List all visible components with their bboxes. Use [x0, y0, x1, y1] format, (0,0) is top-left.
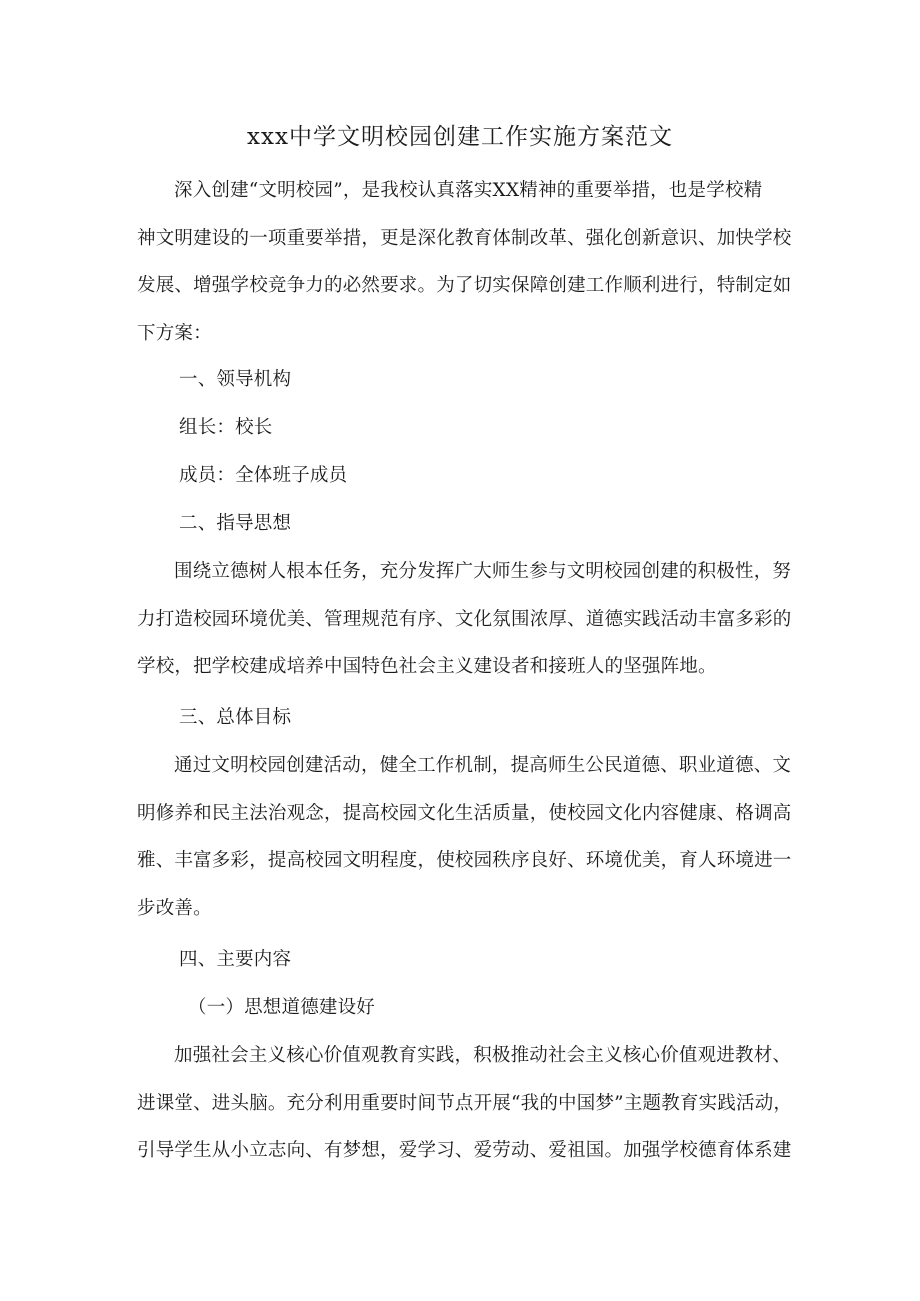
- subsection-1-paragraph: [137, 1032, 793, 1175]
- leader-line: 组长：校长: [179, 417, 273, 438]
- section-3-line: 明修养和民主法治观念，提高校园文化生活质量，使校园文化内容健康、格调高: [137, 802, 792, 824]
- section-2-line: 力打造校园环境优美、管理规范有序、文化氛围浓厚、道德实践活动丰富多彩的: [137, 608, 792, 630]
- intro-line: 发展、增强学校竞争力的必然要求。为了切实保障创建工作顺利进行，特制定如: [137, 275, 792, 296]
- section-3-heading: 三、总体目标: [179, 707, 292, 728]
- subsection-1-line: 加强社会主义核心价值观教育实践，积极推动社会主义核心价值观进教材、: [174, 1045, 792, 1066]
- section-4-heading: 四、主要内容: [179, 949, 292, 970]
- subsection-1-line: 进课堂、进头脑。充分利用重要时间节点开展“我的中国梦”主题教育实践活动，: [137, 1092, 793, 1114]
- section-1-heading: 一、领导机构: [179, 369, 292, 390]
- intro-line: 深入创建“文明校园”，是我校认真落实XX精神的重要举措，也是学校精: [174, 180, 763, 201]
- section-3-line: 雅、丰富多彩，提高校园文明程度，使校园秩序良好、环境优美，育人环境进一: [137, 850, 792, 871]
- intro-paragraph: [137, 167, 793, 357]
- section-2-line: 围绕立德树人根本任务，充分发挥广大师生参与文明校园创建的积极性，努: [174, 561, 792, 582]
- document-title: xxx中学文明校园创建工作实施方案范文: [247, 124, 673, 150]
- section-2-heading: 二、指导思想: [179, 513, 292, 534]
- subsection-1-line: 引导学生从小立志向、有梦想，爱学习、爱劳动、爱祖国。加强学校德育体系建: [137, 1140, 792, 1161]
- section-3-line: 通过文明校园创建活动，健全工作机制，提高师生公民道德、职业道德、文: [174, 755, 792, 776]
- subsection-1-heading: （一）思想道德建设好: [188, 997, 376, 1018]
- section-3-paragraph: [137, 742, 793, 932]
- members-line: 成员：全体班子成员: [179, 465, 348, 486]
- intro-line: 神文明建设的一项重要举措，更是深化教育体制改革、强化创新意识、加快学校: [137, 227, 792, 249]
- section-3-line: 步改善。: [137, 897, 212, 919]
- section-2-line: 学校，把学校建成培养中国特色社会主义建设者和接班人的坚强阵地。: [137, 656, 717, 677]
- section-2-paragraph: [137, 548, 793, 691]
- intro-line: 下方案：: [137, 322, 212, 344]
